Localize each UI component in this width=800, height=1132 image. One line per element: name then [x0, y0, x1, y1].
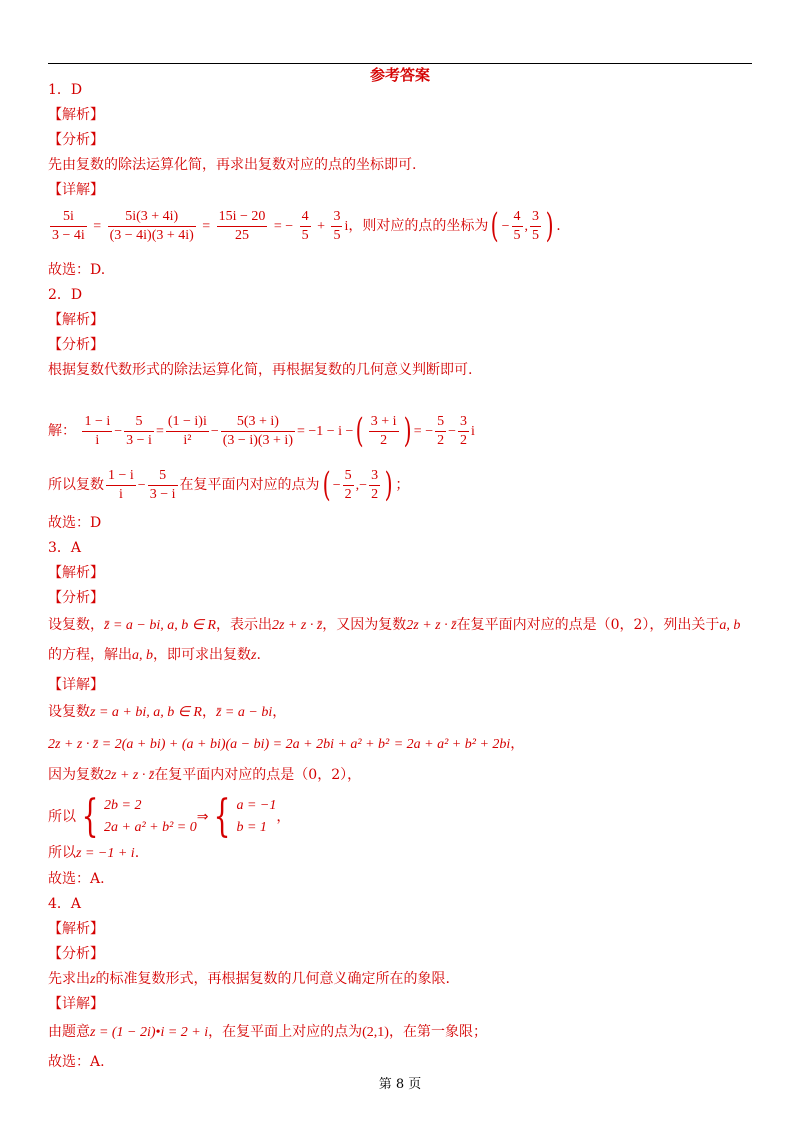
q4-number: 4．A — [48, 896, 82, 912]
q1-equation: $\frac{5i}{3 - 4i}$ = $\frac{5i(3 + 4i)}{(3 - 4i)(3 + 4i)}$ = $\frac{15i - 20}{25}$ = − $\frac{4}{5}$ + $\frac{3}{5}$ i，则对应的点的坐标为( − $\frac{4}{5}$ , $\frac{3}{5}$ ) . — [52, 206, 561, 246]
q3-answer: 故选：A. — [48, 871, 105, 887]
q2-analysis: 根据复数代数形式的除法运算化简，再根据复数的几何意义判断即可. — [48, 362, 473, 378]
q4-analysis: 先求出z的标准复数形式，再根据复数的几何意义确定所在的象限. — [48, 971, 450, 987]
q1-frac-1: $\frac{5i}{3 - 4i}$ — [52, 208, 85, 243]
q4-detail: 由题意z = (1 − 2i)•i = 2 + i，在复平面上对应的点为(2,1)，在第一象限； — [48, 1024, 487, 1040]
q2-number: 2．D — [48, 287, 83, 303]
q1-point-y: $\frac{3}{5}$ — [532, 208, 540, 243]
q1-jiexi-label: 【解析】 — [48, 107, 104, 123]
q3-xiangjie-label: 【详解】 — [48, 677, 104, 693]
q1-xiangjie-label: 【详解】 — [48, 182, 104, 198]
q2-fenxi-label: 【分析】 — [48, 337, 104, 353]
q1-frac-4: $\frac{4}{5}$ — [301, 208, 309, 243]
page-title: 参考答案 — [369, 66, 430, 84]
q3-detail-line1: 设复数z = a + bi, a, b ∈ R，z̄ = a − bi， — [48, 704, 287, 720]
q2-answer: 故选：D — [48, 515, 102, 531]
q1-frac-3: $\frac{15i - 20}{25}$ — [218, 208, 266, 243]
q1-analysis: 先由复数的除法运算化简，再求出复数对应的点的坐标即可. — [48, 157, 417, 173]
q1-frac-5: $\frac{3}{5}$ — [333, 208, 341, 243]
q1-frac-2: $\frac{5i(3 + 4i)}{(3 - 4i)(3 + 4i)}$ — [109, 208, 194, 243]
q3-detail-line3: 因为复数2z + z · z̄在复平面内对应的点是（0，2）， — [48, 767, 362, 783]
q3-number: 3．A — [48, 540, 82, 556]
q3-jiexi-label: 【解析】 — [48, 565, 104, 581]
q1-fenxi-label: 【分析】 — [48, 132, 104, 148]
q1-number: 1．D — [48, 82, 83, 98]
q3-fenxi-label: 【分析】 — [48, 590, 104, 606]
q4-xiangjie-label: 【详解】 — [48, 996, 104, 1012]
q2-conclusion: 所以复数 $\frac{1 - i}{i}$ − $\frac{5}{3 - i}$ 在复平面内对应的点为( − $\frac{5}{2}$ ,− $\frac{3}{2}$ ) ； — [48, 465, 410, 505]
q3-analysis-line1: 设复数，z̄ = a − bi, a, b ∈ R，表示出2z + z · z̄，又因为复数2z + z · z̄在复平面内对应的点是（0，2），列出关于a, b — [48, 617, 741, 633]
q3-analysis-line2: 的方程，解出a, b，即可求出复数z. — [48, 647, 261, 663]
q2-equation: 解： $\frac{1 - i}{i}$ − $\frac{5}{3 - i}$ = $\frac{(1 - i)i}{\text{i²}}$ − $\frac{5(3 + i)}{(3 - i)(3 + i)}$ = −1 − i −( $\frac{3 + i}{2}$ ) = − $\frac{5}{2}$ − $\frac{3}{2}$ i — [48, 411, 475, 451]
q2-jiexi-label: 【解析】 — [48, 312, 104, 328]
q3-detail-system: 所以 { 2b = 2 2a + a² + b² = 0 ⇒ { a = −1 b = 1 ， — [48, 791, 291, 842]
q1-point-x: $\frac{4}{5}$ — [513, 208, 521, 243]
q4-fenxi-label: 【分析】 — [48, 946, 104, 962]
q3-detail-line2: 2z + z · z̄ = 2(a + bi) + (a + bi)(a − bi) = 2a + 2bi + a² + b² = 2a + a² + b² + 2bi， — [48, 736, 525, 752]
q1-answer: 故选：D. — [48, 262, 106, 278]
q4-answer: 故选：A. — [48, 1054, 105, 1070]
q3-detail-line5: 所以z = −1 + i. — [48, 845, 140, 861]
page-footer: 第 8 页 — [378, 1077, 422, 1092]
q4-jiexi-label: 【解析】 — [48, 921, 104, 937]
